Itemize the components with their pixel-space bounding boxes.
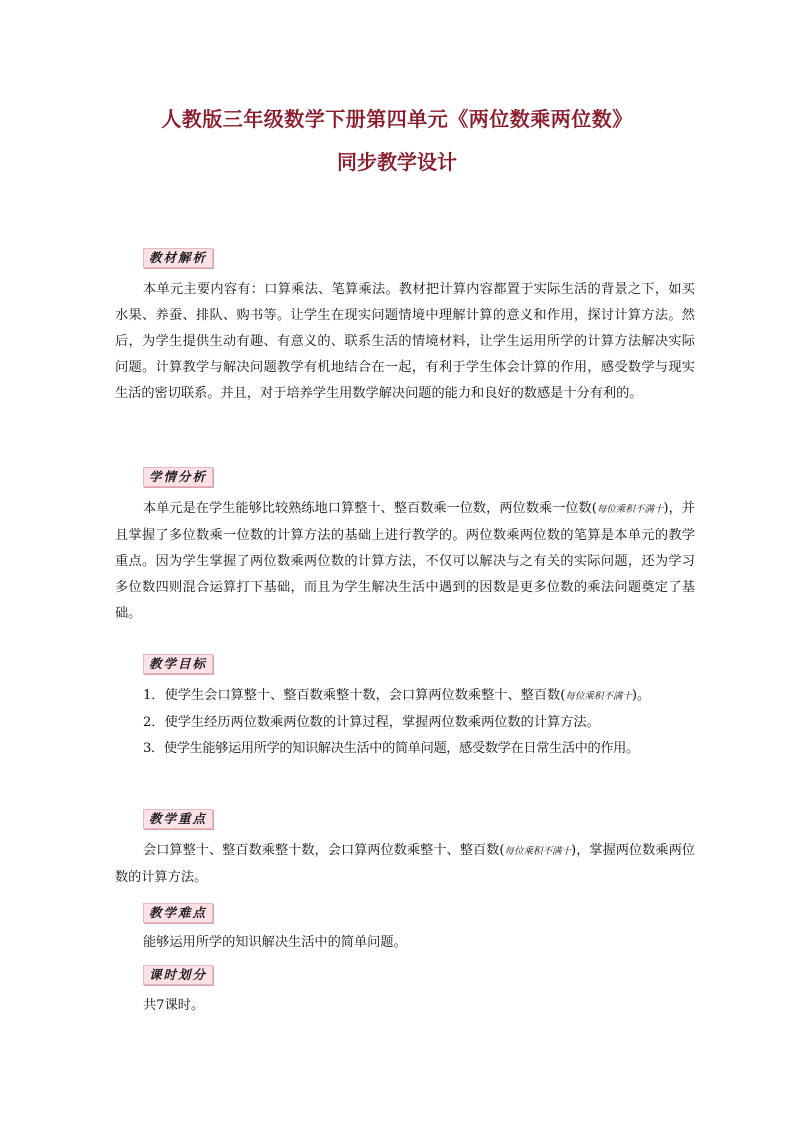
goal-item-1 (115, 683, 695, 710)
paragraph: 共7课时。 (143, 998, 205, 1013)
document-subtitle: 同步教学设计 (337, 150, 457, 174)
note-text: 每位乘积不满十 (565, 691, 632, 702)
section-label-difficult-points: 教学难点 (143, 903, 213, 923)
section-text-key-points (115, 838, 695, 891)
section-text-difficult-points (115, 930, 695, 956)
section-text-textbook-analysis (115, 277, 695, 407)
section-label-key-points: 教学重点 (143, 809, 213, 829)
paragraph: 本单元主要内容有：口算乘法、笔算乘法。教材把计算内容都置于实际生活的背景之下，如买水果、养蚕、排队、购书等。让学生在现实问题情境中理解计算的意义和作用，探讨计算方法。然后，为学生提供生动有趣、有意义的、联系生活的情境材料，让学生运用所学的计算方法解决实际问题。计算教学与解决问题教学有机地结合在一起，有利于学生体会计算的作用，感受数学与现实生活的密切联系。并且，对于培养学生用数学解决问题的能力和良好的数感是十分有利的。 (115, 282, 695, 401)
paragraph: 能够运用所学的知识解决生活中的简单问题。 (143, 935, 407, 950)
text-run: 1．使学生会口算整十、整百数乘整十数，会口算两位数乘整十、整百数( (143, 688, 566, 703)
section-label-student-analysis: 学情分析 (143, 467, 213, 487)
note-text: 每位乘积不满十 (504, 846, 572, 857)
section-label-teaching-goals: 教学目标 (143, 654, 213, 674)
text-run: 会口算整十、整百数乘整十数，会口算两位数乘整十、整百数( (143, 843, 505, 858)
note-text: 每位乘积不满十 (596, 504, 664, 515)
goal-item-3: 3．使学生能够运用所学的知识解决生活中的简单问题，感受数学在日常生活中的作用。 (143, 741, 639, 756)
section-text-teaching-goals (115, 683, 695, 762)
text-run: )，并且掌握了多位数乘一位数的计算方法的基础上进行教学的。两位数乘两位数的笔算是本单元的教学重点。因为学生掌握了两位数乘两位数的计算方法，不仅可以解决与之有关的实际问题，还为学习多位数四则混合运算打下基础，而且为学生解决生活中遇到的因数是更多位数的乘法问题奠定了基础。 (115, 501, 695, 621)
text-run: )，掌握两位数乘两位数的计算方法。 (115, 843, 695, 885)
text-run: 本单元是在学生能够比较熟练地口算整十、整百数乘一位数，两位数乘一位数( (143, 501, 597, 516)
paragraph (115, 838, 695, 891)
text-run: )。 (631, 688, 651, 703)
goal-item-2: 2．使学生经历两位数乘两位数的计算过程，掌握两位数乘两位数的计算方法。 (143, 715, 600, 730)
section-text-student-analysis (115, 496, 695, 627)
paragraph (115, 496, 695, 627)
section-label-class-hours: 课时划分 (143, 965, 213, 985)
document-title: 人教版三年级数学下册第四单元《两位数乘两位数》 (161, 107, 633, 131)
section-text-class-hours (115, 993, 695, 1019)
section-label-textbook-analysis: 教材解析 (143, 248, 213, 268)
